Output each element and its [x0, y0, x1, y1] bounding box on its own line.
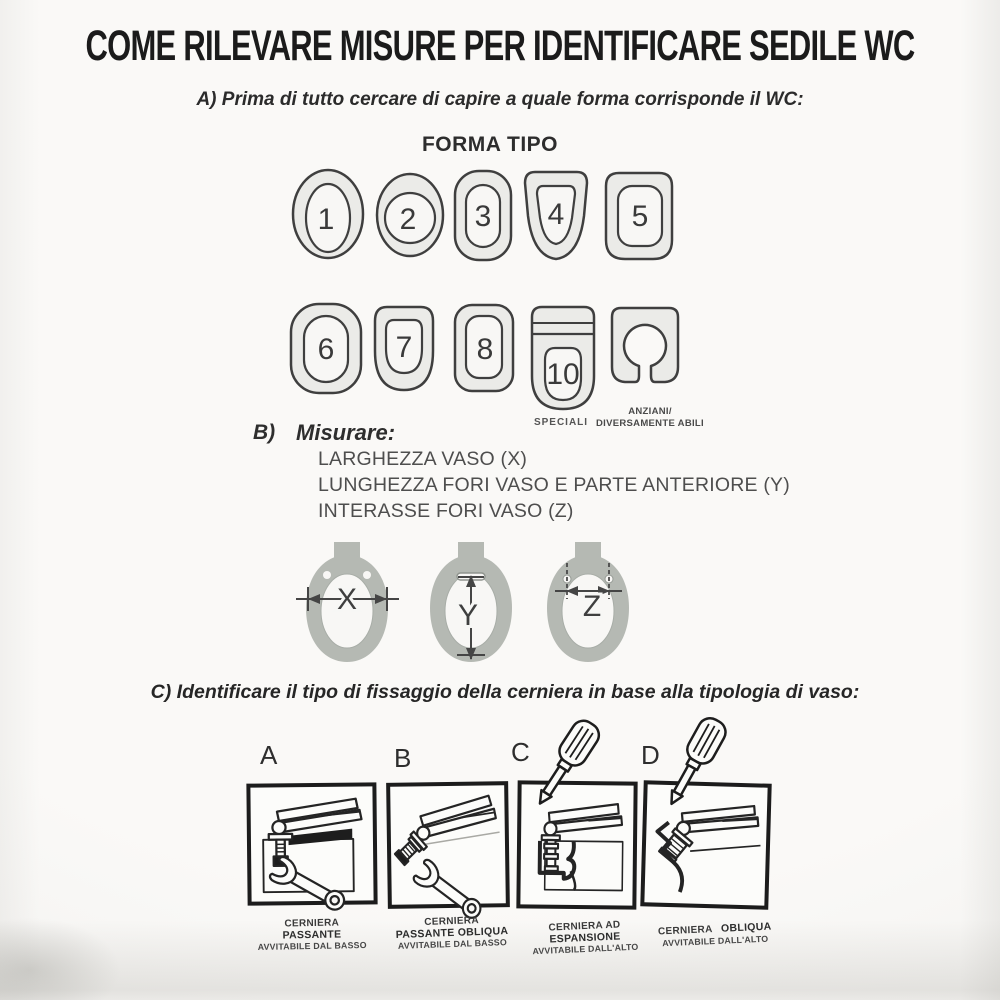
section-c-text: C) Identificare il tipo di fissaggio della cerniera in base alla tipologia di vaso: — [150, 681, 860, 703]
seat-shape-5 — [603, 170, 675, 262]
label-anziani-line2: DIVERSAMENTE ABILI — [596, 417, 704, 429]
shape-number: 1 — [317, 203, 335, 236]
diagram-letter-y: Y — [457, 599, 479, 632]
seat-shape-2 — [374, 171, 446, 259]
caption-b-line2: PASSANTE OBLIQUA — [395, 924, 509, 941]
caption-a-line2: PASSANTE — [282, 927, 342, 942]
section-a-text: A) Prima di tutto cercare di capire a quale forma corrisponde il WC: — [196, 89, 804, 110]
measurement-item-x: LARGHEZZA VASO (X) — [318, 448, 528, 470]
seat-shape-3 — [452, 168, 514, 263]
seat-diagram-z — [541, 541, 636, 669]
shape-number: 6 — [317, 333, 335, 366]
caption-a-line1: CERNIERA — [284, 917, 340, 930]
label-anziani-line1: ANZIANI/ — [628, 406, 672, 417]
label-speciali: SPECIALI — [533, 417, 589, 428]
section-b-heading: Misurare: — [296, 420, 396, 445]
seat-shape-8 — [452, 302, 516, 394]
seat-shape-7 — [371, 303, 437, 395]
diagram-letter-z: Z — [582, 590, 602, 623]
caption-b-line1: CERNIERA — [424, 915, 480, 928]
label-anziani — [585, 406, 715, 429]
diagram-letter-x: X — [336, 583, 358, 616]
section-b-label: B) — [253, 421, 276, 444]
seat-diagram-y — [424, 541, 519, 669]
hinge-diagram-b — [390, 785, 506, 905]
caption-a-line3: AVVITABILE DAL BASSO — [257, 940, 367, 952]
seat-shape-10 — [529, 304, 597, 412]
option-letter-c: C — [511, 737, 530, 767]
measurement-item-z: INTERASSE FORI VASO (Z) — [318, 500, 574, 522]
option-letter-a: A — [260, 740, 278, 770]
caption-c-line2: ESPANSIONE — [549, 929, 621, 946]
seat-shape-4 — [521, 168, 591, 263]
shape-number: 7 — [395, 331, 413, 364]
caption-c-line1: CERNIERA AD — [548, 919, 621, 934]
caption-d-line1: CERNIERA — [657, 924, 713, 938]
seat-shape-anziani — [607, 303, 683, 393]
hinge-diagram-a — [250, 786, 373, 901]
seat-diagram-x — [300, 541, 395, 669]
shape-number: 3 — [474, 200, 492, 233]
option-letter-d: D — [641, 740, 660, 770]
caption-d-line3: AVVITABILE DALL'ALTO — [662, 933, 769, 948]
hinge-box-b — [386, 781, 510, 909]
hinge-box-a — [246, 782, 377, 905]
page-title: COME RILEVARE MISURE PER IDENTIFICARE SEDILE WC — [85, 22, 915, 70]
measurement-item-y: LUNGHEZZA FORI VASO E PARTE ANTERIORE (Y) — [318, 474, 790, 496]
shape-number: 10 — [546, 358, 580, 391]
shape-number: 4 — [547, 198, 565, 231]
caption-d-line2: OBLIQUA — [720, 920, 772, 935]
shape-number: 5 — [631, 200, 649, 233]
seat-shape-6 — [288, 301, 364, 396]
caption-c-line3: AVVITABILE DALL'ALTO — [532, 941, 639, 957]
seat-shape-1 — [290, 167, 366, 262]
option-letter-b: B — [394, 743, 412, 773]
forma-tipo-heading: FORMA TIPO — [421, 133, 559, 156]
caption-b-line3: AVVITABILE DAL BASSO — [397, 937, 508, 951]
shape-number: 2 — [399, 203, 417, 236]
shape-number: 8 — [476, 333, 494, 366]
caption-a — [232, 917, 393, 954]
